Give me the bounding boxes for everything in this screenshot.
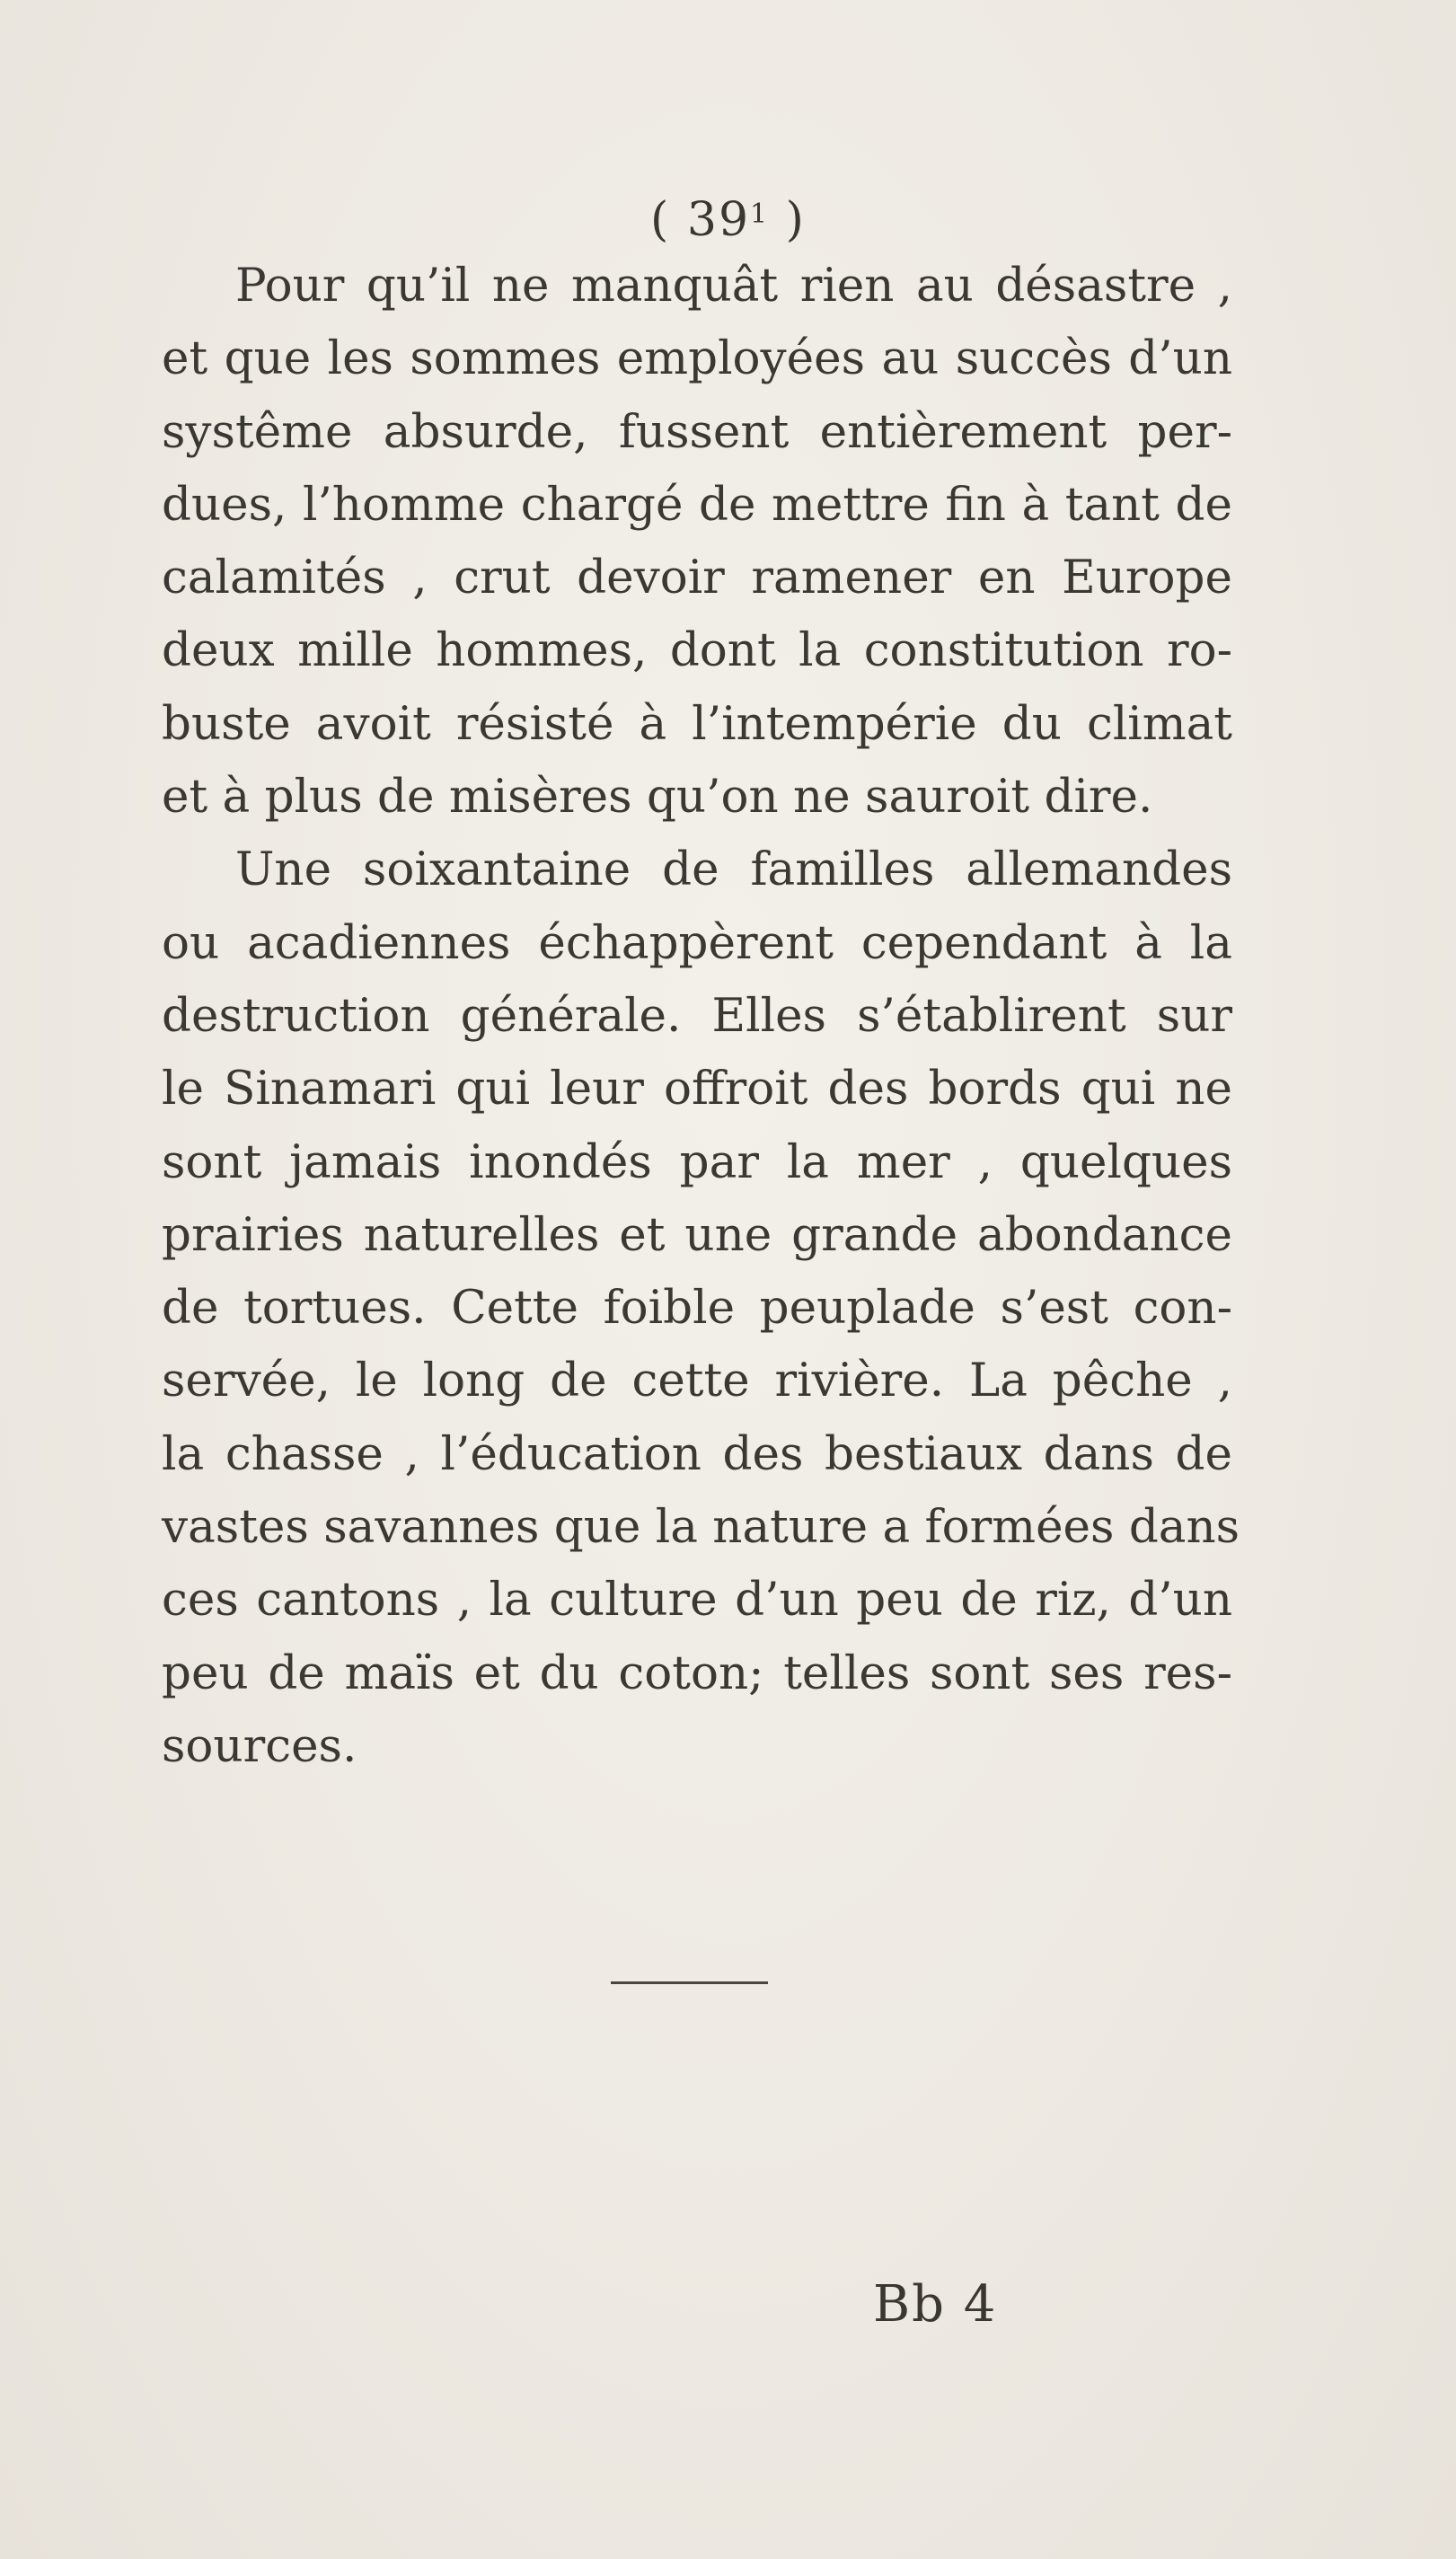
- text-line: ces cantons , la culture d’un peu de riz, d’un: [162, 1573, 1232, 1628]
- text-line: prairies naturelles et une grande abondance: [162, 1207, 1232, 1262]
- paragraph-1: [162, 250, 1232, 834]
- page-number-close: ): [769, 193, 806, 247]
- body-text: [162, 250, 1240, 1783]
- text-line: servée, le long de cette rivière. La pêche ,: [162, 1354, 1232, 1408]
- paragraph-2: [162, 834, 1240, 1783]
- text-line: vastes savannes que la nature a formées dans: [162, 1500, 1240, 1555]
- text-line: deux mille hommes, dont la constitution ro-: [162, 623, 1232, 678]
- text-line: sont jamais inondés par la mer , quelques: [162, 1134, 1232, 1189]
- text-line: Une soixantaine de familles allemandes: [235, 843, 1232, 897]
- text-line: destruction générale. Elles s’établirent sur: [162, 988, 1232, 1043]
- text-line: Pour qu’il ne manquât rien au désastre ,: [235, 259, 1232, 313]
- text-line: la chasse , l’éducation des bestiaux dans de: [162, 1426, 1232, 1481]
- signature-mark: Bb 4: [873, 2275, 998, 2334]
- text-line: calamités , crut devoir ramener en Europe: [162, 551, 1232, 605]
- page-number-superscript: 1: [750, 199, 770, 230]
- text-line: de tortues. Cette foible peuplade s’est con-: [162, 1281, 1232, 1336]
- text-line: dues, l’homme chargé de mettre fin à tant de: [162, 477, 1232, 532]
- page-number-main: ( 39: [650, 193, 751, 247]
- page-number: [0, 193, 1456, 247]
- section-divider: [611, 1981, 768, 1984]
- text-line: systême absurde, fussent entièrement per-: [162, 404, 1232, 459]
- text-line: et que les sommes employées au succès d’un: [162, 331, 1232, 386]
- text-line: sources.: [162, 1718, 357, 1773]
- text-line: peu de maïs et du coton; telles sont ses res-: [162, 1646, 1232, 1700]
- text-line: et à plus de misères qu’on ne sauroit dire.: [162, 770, 1153, 825]
- text-line: buste avoit résisté à l’intempérie du climat: [162, 696, 1232, 751]
- text-line: ou acadiennes échappèrent cependant à la: [162, 915, 1232, 970]
- text-line: le Sinamari qui leur offroit des bords qui ne: [162, 1062, 1232, 1116]
